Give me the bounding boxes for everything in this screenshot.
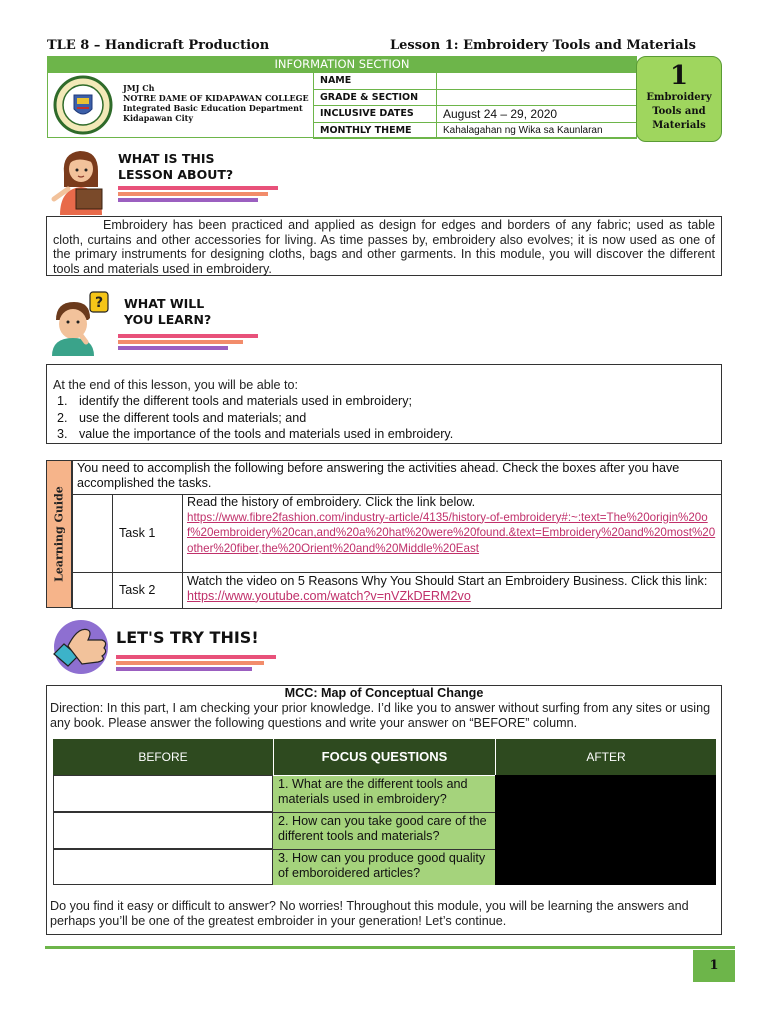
task-2-text: Watch the video on 5 Reasons Why You Should Start an Embroidery Business. Click this link:	[187, 574, 708, 588]
task-2-checkbox[interactable]	[73, 573, 113, 609]
about-section-title	[118, 151, 233, 183]
orange-stripe	[116, 661, 264, 665]
info-key: MONTHLY THEME	[314, 122, 437, 139]
school-seal-logo	[50, 75, 116, 135]
objectives-box	[46, 364, 722, 444]
lesson-number: 1	[669, 61, 689, 91]
thinking-student-icon	[46, 290, 118, 356]
learning-guide-label: Learning Guide	[52, 486, 66, 582]
learning-guide-tab	[46, 460, 72, 608]
task-1-text: Read the history of embroidery. Click the link below.	[187, 495, 476, 509]
page-number: 1	[693, 950, 735, 982]
purple-stripe	[118, 346, 228, 350]
info-key: GRADE & SECTION	[314, 89, 437, 106]
learn-title-line-2: YOU LEARN?	[124, 312, 212, 327]
purple-stripe	[118, 198, 258, 202]
about-paragraph: Embroidery has been practiced and applied as design for edges and borders of any fabric; used as table cloth, curtains and other accessories for living. As time passes by, embroidery also evolves; it is now used as one of the primary instruments for designing cloths, bags and other garments. In this module, you will discover the different tools and materials used in embroidery.	[53, 218, 715, 276]
orange-stripe	[118, 192, 268, 196]
task-label: Task 2	[113, 573, 183, 609]
pink-stripe	[118, 334, 258, 338]
objective-item	[57, 410, 721, 427]
thumbs-up-icon	[48, 618, 114, 676]
info-row-grade	[314, 89, 637, 106]
guide-instructions-row	[73, 461, 722, 495]
focus-questions-header: FOCUS QUESTIONS	[274, 739, 495, 775]
mcc-header-row	[53, 739, 716, 775]
objective-number: 2.	[57, 410, 68, 425]
guide-instructions: You need to accomplish the following before answering the activities ahead. Check the boxes after you have accomplished the tasks.	[73, 461, 722, 495]
badge-line-2: Tools and	[652, 106, 706, 117]
mcc-direction: Direction: In this part, I am checking your prior knowledge. I’d like you to answer without surfing from any sites or using any book. Please answer the following questions and write your answer on “BEFORE” column.	[50, 701, 711, 730]
badge-line-1: Embroidery	[646, 92, 712, 103]
objective-item	[57, 426, 721, 443]
objective-number: 3.	[57, 427, 68, 441]
info-row-theme	[314, 122, 637, 139]
monthly-theme-value: Kahalagahan ng Wika sa Kaunlaran	[437, 122, 637, 139]
info-key: NAME	[314, 73, 437, 90]
try-section-title: LET'S TRY THIS!	[116, 628, 259, 647]
objective-text: value the importance of the tools and materials used in embroidery.	[79, 427, 454, 441]
learning-guide-table	[72, 460, 722, 609]
task-1-checkbox[interactable]	[73, 495, 113, 573]
about-title-line-1: WHAT IS THIS	[118, 151, 215, 166]
before-answer-3[interactable]	[53, 849, 273, 885]
objective-text: identify the different tools and materials used in embroidery;	[79, 394, 412, 408]
subject-title: TLE 8 – Handicraft Production	[47, 38, 270, 53]
objective-text: use the different tools and materials; and	[79, 410, 307, 425]
school-line-2: NOTRE DAME OF KIDAPAWAN COLLEGE	[123, 93, 309, 103]
task-1-link[interactable]: https://www.fibre2fashion.com/industry-article/4135/history-of-embroidery#:~:text=The%20origin%20of%20embroidery%20can,and%20a%20hat%20were%20found.&text=Embroidery%20and%20most%20other%20fiber,the%20Orient%20and%20Middle%20East	[187, 510, 716, 555]
about-paragraph-box	[46, 216, 722, 276]
mcc-title: MCC: Map of Conceptual Change	[284, 686, 484, 700]
school-line-1: JMJ Ch	[123, 83, 155, 93]
svg-text:?: ?	[94, 295, 104, 311]
before-column-header: BEFORE	[53, 739, 273, 775]
task-row	[73, 495, 722, 573]
purple-stripe	[116, 667, 252, 671]
objective-item	[57, 393, 721, 410]
objective-number: 1.	[57, 394, 68, 408]
grade-section-field[interactable]	[437, 89, 637, 106]
info-row-dates	[314, 106, 637, 123]
focus-question-3: 3. How can you produce good quality of emboroidered articles?	[273, 850, 495, 885]
inclusive-dates-value: August 24 – 29, 2020	[437, 106, 637, 123]
before-answer-2[interactable]	[53, 812, 273, 849]
before-answer-1[interactable]	[53, 775, 273, 812]
name-field[interactable]	[437, 73, 637, 90]
info-key: INCLUSIVE DATES	[314, 106, 437, 123]
learn-title-line-1: WHAT WILL	[124, 296, 205, 311]
task-2-cell	[183, 573, 722, 609]
orange-stripe	[118, 340, 243, 344]
after-column-header: AFTER	[496, 739, 716, 775]
footer-line	[45, 946, 735, 949]
task-2-link[interactable]: https://www.youtube.com/watch?v=nVZkDERM2vo	[187, 588, 471, 603]
focus-question-1: 1. What are the different tools and materials used in embroidery?	[273, 776, 495, 813]
lesson-title: Lesson 1: Embroidery Tools and Materials	[390, 38, 696, 53]
task-1-cell	[183, 495, 722, 573]
objectives-list	[47, 393, 721, 443]
lesson-badge	[636, 56, 722, 142]
about-title-line-2: LESSON ABOUT?	[118, 167, 234, 182]
lesson-badge-text	[637, 91, 721, 133]
information-section-bar: INFORMATION SECTION	[47, 56, 637, 72]
task-label: Task 1	[113, 495, 183, 573]
focus-question-2: 2. How can you take good care of the different tools and materials?	[273, 813, 495, 850]
school-name-block	[123, 83, 309, 123]
learn-section-title	[124, 296, 211, 328]
task-row	[73, 573, 722, 609]
mcc-closing: Do you find it easy or difficult to answer? No worries! Throughout this module, you will be learning the answers and perhaps you’ll be one of the greatest embroider in your generation! Let’s continue.	[50, 899, 689, 928]
after-answer-area[interactable]	[495, 775, 716, 885]
info-row-name	[314, 73, 637, 90]
student-info-table	[313, 72, 637, 139]
badge-line-3: Materials	[652, 120, 706, 131]
school-line-4: Kidapawan City	[123, 113, 193, 123]
pink-stripe	[116, 655, 276, 659]
teacher-reading-icon	[46, 143, 118, 215]
school-line-3: Integrated Basic Education Department	[123, 103, 303, 113]
objectives-intro: At the end of this lesson, you will be able to:	[53, 378, 299, 392]
pink-stripe	[118, 186, 278, 190]
